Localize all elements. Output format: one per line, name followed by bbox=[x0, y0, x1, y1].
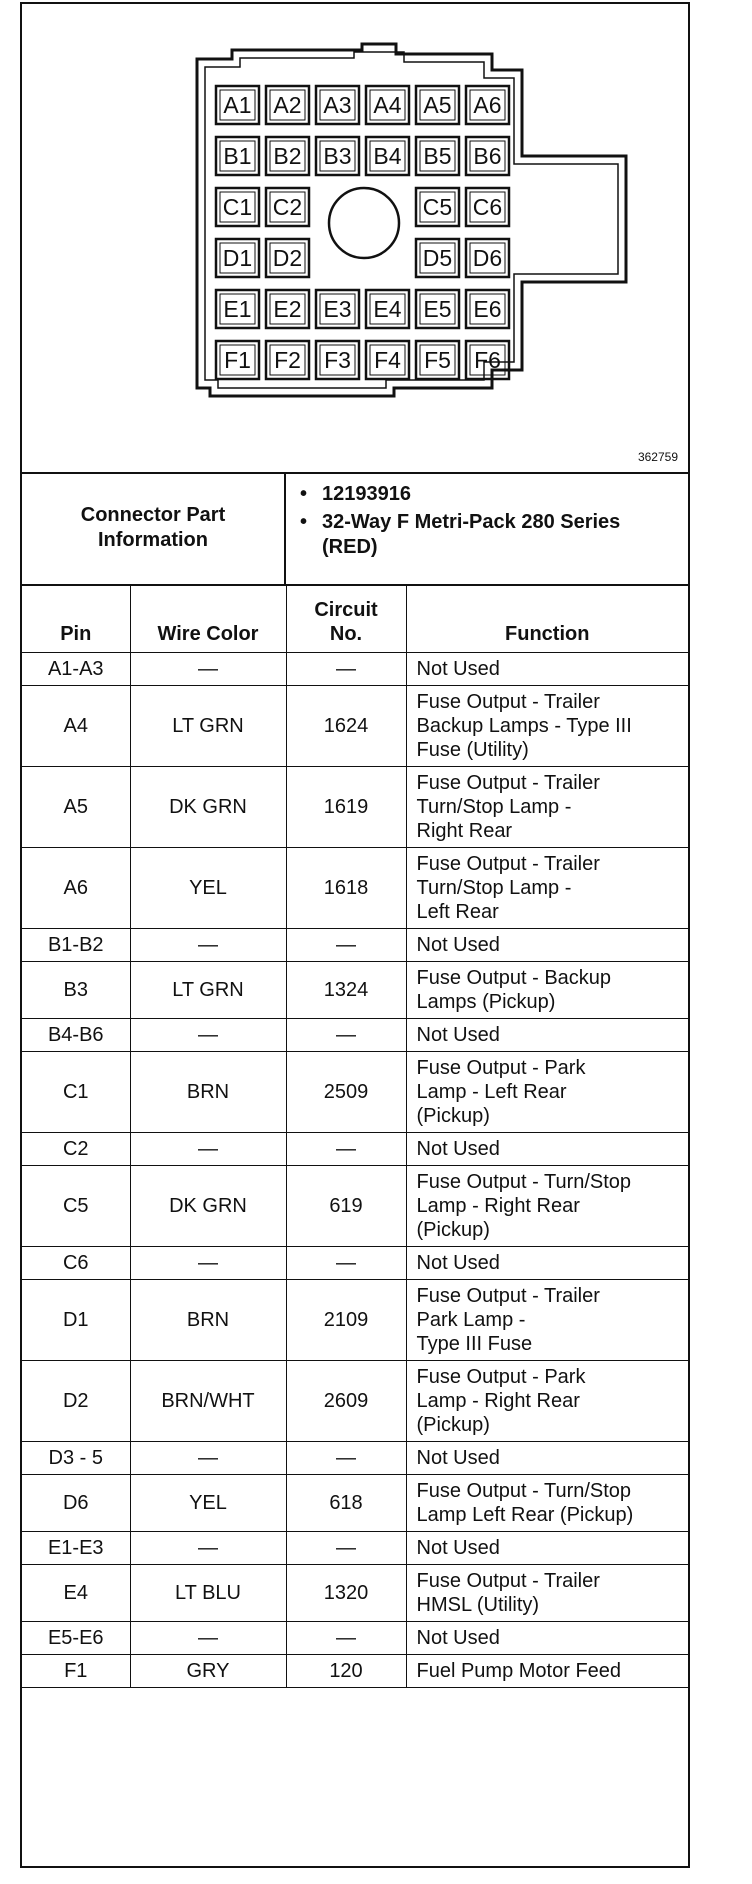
function-line: Fuse Output - Park bbox=[416, 1366, 586, 1388]
table-row bbox=[22, 1532, 688, 1565]
pin-label: F4 bbox=[374, 347, 401, 373]
circuit-no-cell: 1624 bbox=[286, 686, 406, 767]
function-line: Not Used bbox=[416, 1537, 500, 1559]
table-header-row bbox=[22, 584, 688, 653]
function-line: Fuse Output - Turn/Stop bbox=[416, 1171, 632, 1193]
pin-label: F3 bbox=[324, 347, 351, 373]
pin-cavity-c1 bbox=[216, 188, 259, 226]
function-cell bbox=[406, 1280, 688, 1361]
pin-cavity-d1 bbox=[216, 239, 259, 277]
wire-color-cell: — bbox=[130, 1622, 286, 1655]
table-row bbox=[22, 848, 688, 929]
pin-cell: D2 bbox=[22, 1361, 130, 1442]
circuit-no-cell: 1324 bbox=[286, 962, 406, 1019]
circuit-no-cell: — bbox=[286, 1532, 406, 1565]
function-cell bbox=[406, 767, 688, 848]
pin-label: D6 bbox=[472, 245, 503, 271]
connector-info-list bbox=[286, 472, 688, 584]
function-cell bbox=[406, 1565, 688, 1622]
table-row bbox=[22, 767, 688, 848]
pin-cavity-c5 bbox=[416, 188, 459, 226]
function-line: Lamp Left Rear (Pickup) bbox=[416, 1504, 634, 1526]
function-line: Not Used bbox=[416, 1024, 500, 1046]
function-line: Not Used bbox=[416, 658, 500, 680]
table-row bbox=[22, 1442, 688, 1475]
pin-label: A2 bbox=[273, 92, 302, 118]
pin-cell: C6 bbox=[22, 1247, 130, 1280]
circuit-no-cell: — bbox=[286, 929, 406, 962]
table-row bbox=[22, 962, 688, 1019]
connector-end-view-document bbox=[20, 2, 690, 1868]
pin-cavity-e3 bbox=[316, 290, 359, 328]
pin-label: E2 bbox=[273, 296, 302, 322]
connector-info-label: Connector Part Information bbox=[22, 472, 286, 584]
function-line: (Pickup) bbox=[416, 1219, 490, 1241]
wire-color-cell: — bbox=[130, 653, 286, 686]
pin-cavity-c2 bbox=[266, 188, 309, 226]
wire-color-cell: LT GRN bbox=[130, 962, 286, 1019]
function-line: Type III Fuse bbox=[416, 1333, 533, 1355]
connector-description: • 32-Way F Metri-Pack 280 Series (RED) bbox=[300, 510, 678, 560]
pin-cavity-a5 bbox=[416, 86, 459, 124]
pin-cell: B1-B2 bbox=[22, 929, 130, 962]
pin-cavity-b1 bbox=[216, 137, 259, 175]
function-cell bbox=[406, 1361, 688, 1442]
pin-cavity-e4 bbox=[366, 290, 409, 328]
pin-cell: E1-E3 bbox=[22, 1532, 130, 1565]
pin-label: A3 bbox=[323, 92, 352, 118]
pin-label: E1 bbox=[223, 296, 252, 322]
function-line: Not Used bbox=[416, 1627, 500, 1649]
connector-part-information bbox=[22, 472, 688, 586]
function-line: Fuse Output - Turn/Stop bbox=[416, 1480, 632, 1502]
circuit-no-cell: — bbox=[286, 1019, 406, 1052]
wire-color-cell: BRN/WHT bbox=[130, 1361, 286, 1442]
pin-label: B6 bbox=[473, 143, 502, 169]
table-row bbox=[22, 1133, 688, 1166]
table-row bbox=[22, 1019, 688, 1052]
pin-label: B4 bbox=[373, 143, 402, 169]
pin-cell: D6 bbox=[22, 1475, 130, 1532]
pin-label: B5 bbox=[423, 143, 452, 169]
function-cell bbox=[406, 653, 688, 686]
pin-cavity-e2 bbox=[266, 290, 309, 328]
function-cell bbox=[406, 1052, 688, 1133]
pin-cell: D3 - 5 bbox=[22, 1442, 130, 1475]
connector-diagram bbox=[22, 4, 688, 474]
header-circuit-no bbox=[286, 584, 406, 653]
wire-color-cell: LT BLU bbox=[130, 1565, 286, 1622]
pin-cell: A5 bbox=[22, 767, 130, 848]
pin-cell: C1 bbox=[22, 1052, 130, 1133]
function-line: Not Used bbox=[416, 1252, 500, 1274]
pin-label: A5 bbox=[423, 92, 452, 118]
pin-cavity-b3 bbox=[316, 137, 359, 175]
function-cell bbox=[406, 1133, 688, 1166]
function-line: Lamp - Right Rear bbox=[416, 1195, 580, 1217]
pin-label: A4 bbox=[373, 92, 402, 118]
function-line: Not Used bbox=[416, 1138, 500, 1160]
pin-cell: E4 bbox=[22, 1565, 130, 1622]
circuit-no-cell: 1320 bbox=[286, 1565, 406, 1622]
function-line: Not Used bbox=[416, 1447, 500, 1469]
function-line: Fuse Output - Trailer bbox=[416, 1570, 600, 1592]
table-row bbox=[22, 686, 688, 767]
pin-label: F1 bbox=[224, 347, 251, 373]
part-number: • 12193916 bbox=[300, 482, 678, 507]
figure-number: 362759 bbox=[637, 450, 678, 464]
function-cell bbox=[406, 1166, 688, 1247]
pin-label: F5 bbox=[424, 347, 451, 373]
pin-cavity-d6 bbox=[466, 239, 509, 277]
wire-color-cell: — bbox=[130, 1442, 286, 1475]
wire-color-cell: YEL bbox=[130, 848, 286, 929]
pin-label: F2 bbox=[274, 347, 301, 373]
circuit-no-cell: — bbox=[286, 1133, 406, 1166]
function-line: Fuse Output - Backup bbox=[416, 967, 612, 989]
wire-color-cell: — bbox=[130, 1019, 286, 1052]
function-line: Fuse Output - Trailer bbox=[416, 853, 600, 875]
pin-cavity-d2 bbox=[266, 239, 309, 277]
function-cell bbox=[406, 1019, 688, 1052]
wire-color-cell: DK GRN bbox=[130, 767, 286, 848]
pin-label: C6 bbox=[472, 194, 503, 220]
circuit-no-cell: 618 bbox=[286, 1475, 406, 1532]
pin-label: D2 bbox=[272, 245, 303, 271]
pin-cavity-b2 bbox=[266, 137, 309, 175]
circuit-no-cell: 2109 bbox=[286, 1280, 406, 1361]
pin-cavity-f3 bbox=[316, 341, 359, 379]
pin-label: F6 bbox=[474, 347, 501, 373]
pin-cavity-e5 bbox=[416, 290, 459, 328]
pin-cavity-b4 bbox=[366, 137, 409, 175]
table-row bbox=[22, 653, 688, 686]
function-cell bbox=[406, 1655, 688, 1688]
pin-cell: E5-E6 bbox=[22, 1622, 130, 1655]
pin-label: B1 bbox=[223, 143, 252, 169]
wire-color-cell: — bbox=[130, 1133, 286, 1166]
wire-color-cell: — bbox=[130, 1247, 286, 1280]
circuit-no-cell: — bbox=[286, 1442, 406, 1475]
pin-cavity-a2 bbox=[266, 86, 309, 124]
function-cell bbox=[406, 929, 688, 962]
table-row bbox=[22, 1565, 688, 1622]
pin-label: E6 bbox=[473, 296, 502, 322]
pin-label: E3 bbox=[323, 296, 352, 322]
pin-function-table bbox=[22, 584, 688, 1688]
circuit-no-cell: 2509 bbox=[286, 1052, 406, 1133]
function-line: Fuse Output - Trailer bbox=[416, 691, 600, 713]
pin-cell: D1 bbox=[22, 1280, 130, 1361]
function-cell bbox=[406, 962, 688, 1019]
function-line: Turn/Stop Lamp - bbox=[416, 796, 572, 818]
circuit-no-cell: 619 bbox=[286, 1166, 406, 1247]
wire-color-cell: — bbox=[130, 1532, 286, 1565]
function-line: Left Rear bbox=[416, 901, 499, 923]
pin-label: D5 bbox=[422, 245, 453, 271]
pin-label: A6 bbox=[473, 92, 502, 118]
function-line: Lamp - Right Rear bbox=[416, 1390, 580, 1412]
wire-color-cell: BRN bbox=[130, 1280, 286, 1361]
pin-cavity-f4 bbox=[366, 341, 409, 379]
pin-cavity-f5 bbox=[416, 341, 459, 379]
table-row bbox=[22, 1166, 688, 1247]
pin-label: B2 bbox=[273, 143, 302, 169]
pin-cavity-f1 bbox=[216, 341, 259, 379]
function-line: HMSL (Utility) bbox=[416, 1594, 540, 1616]
pin-cavity-e6 bbox=[466, 290, 509, 328]
header-wire-color: Wire Color bbox=[130, 584, 286, 653]
wire-color-cell: GRY bbox=[130, 1655, 286, 1688]
circuit-no-cell: 120 bbox=[286, 1655, 406, 1688]
function-cell bbox=[406, 1442, 688, 1475]
table-row bbox=[22, 1622, 688, 1655]
pin-cavity-d5 bbox=[416, 239, 459, 277]
pin-label: C5 bbox=[422, 194, 453, 220]
function-cell bbox=[406, 1475, 688, 1532]
pin-cavity-b5 bbox=[416, 137, 459, 175]
pin-cavity-f2 bbox=[266, 341, 309, 379]
function-cell bbox=[406, 1247, 688, 1280]
pin-label: E5 bbox=[423, 296, 452, 322]
function-line: Lamps (Pickup) bbox=[416, 991, 556, 1013]
pin-cavity-a6 bbox=[466, 86, 509, 124]
wire-color-cell: DK GRN bbox=[130, 1166, 286, 1247]
pin-label: C2 bbox=[272, 194, 303, 220]
circuit-no-cell: 1619 bbox=[286, 767, 406, 848]
pin-cell: B4-B6 bbox=[22, 1019, 130, 1052]
wire-color-cell: LT GRN bbox=[130, 686, 286, 767]
table-row bbox=[22, 1361, 688, 1442]
table-row bbox=[22, 1247, 688, 1280]
table-row bbox=[22, 1475, 688, 1532]
function-line: Backup Lamps - Type III bbox=[416, 715, 632, 737]
function-line: Fuel Pump Motor Feed bbox=[416, 1660, 622, 1682]
wire-color-cell: — bbox=[130, 929, 286, 962]
table-row bbox=[22, 1655, 688, 1688]
pin-label: A1 bbox=[223, 92, 252, 118]
circuit-no-cell: — bbox=[286, 1247, 406, 1280]
function-line: Lamp - Left Rear bbox=[416, 1081, 567, 1103]
function-line: Turn/Stop Lamp - bbox=[416, 877, 572, 899]
pin-cavity-a4 bbox=[366, 86, 409, 124]
connector-center-hole bbox=[329, 188, 399, 258]
function-cell bbox=[406, 686, 688, 767]
pin-grid bbox=[216, 86, 509, 379]
pin-cavity-e1 bbox=[216, 290, 259, 328]
pin-cavity-f6 bbox=[466, 341, 509, 379]
pin-cell: A4 bbox=[22, 686, 130, 767]
pin-cell: C2 bbox=[22, 1133, 130, 1166]
function-cell bbox=[406, 848, 688, 929]
function-line: Fuse Output - Trailer bbox=[416, 772, 600, 794]
pin-label: E4 bbox=[373, 296, 402, 322]
connector-housing-outline bbox=[197, 44, 626, 396]
function-cell bbox=[406, 1622, 688, 1655]
function-line: Park Lamp - bbox=[416, 1309, 526, 1331]
header-function: Function bbox=[406, 584, 688, 653]
function-line: Not Used bbox=[416, 934, 500, 956]
function-line: (Pickup) bbox=[416, 1414, 490, 1436]
function-line: (Pickup) bbox=[416, 1105, 490, 1127]
pin-cavity-a1 bbox=[216, 86, 259, 124]
circuit-no-cell: 2609 bbox=[286, 1361, 406, 1442]
pin-label: D1 bbox=[222, 245, 253, 271]
table-row bbox=[22, 929, 688, 962]
pin-label: B3 bbox=[323, 143, 352, 169]
pin-cell: A1-A3 bbox=[22, 653, 130, 686]
pin-label: C1 bbox=[222, 194, 253, 220]
header-circuit-no-text: Circuit No. bbox=[314, 599, 378, 645]
function-line: Fuse (Utility) bbox=[416, 739, 529, 761]
function-cell bbox=[406, 1532, 688, 1565]
pin-cavity-a3 bbox=[316, 86, 359, 124]
table-row bbox=[22, 1280, 688, 1361]
function-line: Fuse Output - Park bbox=[416, 1057, 586, 1079]
pin-cell: C5 bbox=[22, 1166, 130, 1247]
circuit-no-cell: — bbox=[286, 653, 406, 686]
circuit-no-cell: 1618 bbox=[286, 848, 406, 929]
function-line: Right Rear bbox=[416, 820, 513, 842]
wire-color-cell: YEL bbox=[130, 1475, 286, 1532]
table-row bbox=[22, 1052, 688, 1133]
connector-face-drawing bbox=[22, 4, 688, 472]
header-pin: Pin bbox=[22, 584, 130, 653]
wire-color-cell: BRN bbox=[130, 1052, 286, 1133]
function-line: Fuse Output - Trailer bbox=[416, 1285, 600, 1307]
pin-cavity-c6 bbox=[466, 188, 509, 226]
pin-cavity-b6 bbox=[466, 137, 509, 175]
pin-cell: A6 bbox=[22, 848, 130, 929]
pin-cell: F1 bbox=[22, 1655, 130, 1688]
circuit-no-cell: — bbox=[286, 1622, 406, 1655]
pin-cell: B3 bbox=[22, 962, 130, 1019]
